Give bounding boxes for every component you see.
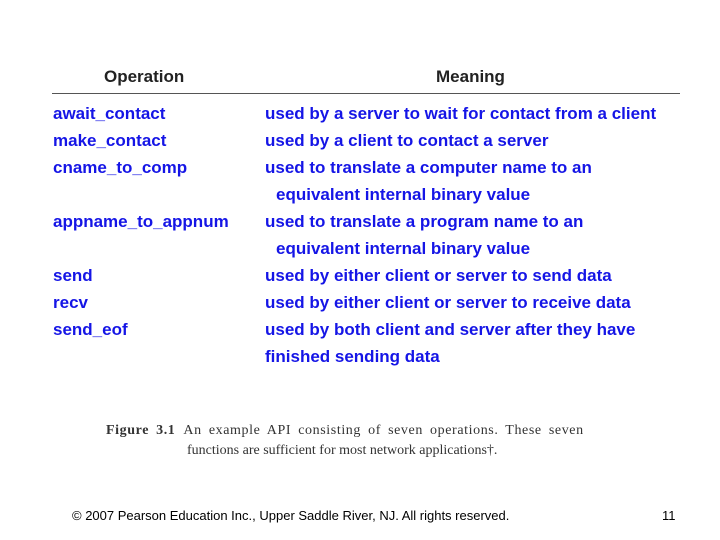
table-row-operation: await_contact [53, 104, 166, 123]
table-row-meaning: used by either client or server to send data [265, 266, 612, 285]
table-row-meaning: used to translate a program name to an [265, 212, 584, 231]
header-rule [52, 93, 680, 94]
table-row-meaning: used by a client to contact a server [265, 131, 549, 150]
copyright-footer: © 2007 Pearson Education Inc., Upper Saddle River, NJ. All rights reserved. [72, 508, 510, 523]
table-row-operation: cname_to_comp [53, 158, 188, 177]
figure-label: Figure 3.1 [106, 423, 176, 438]
caption-line-1 [106, 421, 636, 441]
caption-line-2: functions are sufficient for most network applications†. [187, 443, 498, 458]
meaning-column-header: Meaning [436, 67, 505, 86]
caption-text-1: An example API consisting of seven operations. These seven [183, 423, 584, 438]
table-row-operation: make_contact [53, 131, 167, 150]
table-row-meaning-continued: equivalent internal binary value [276, 239, 531, 258]
table-row-meaning-continued: finished sending data [265, 347, 440, 366]
table-row-meaning: used by a server to wait for contact from a client [265, 104, 657, 123]
table-row-meaning-continued: equivalent internal binary value [276, 185, 531, 204]
table-row-operation: send [53, 266, 93, 285]
table-row-meaning: used by either client or server to receive data [265, 293, 631, 312]
figure-caption [106, 421, 636, 461]
table-row-meaning: used to translate a computer name to an [265, 158, 592, 177]
table-row-meaning: used by both client and server after they have [265, 320, 636, 339]
page-number: 11 [662, 508, 676, 523]
operation-column-header: Operation [104, 67, 185, 86]
table-row-operation: recv [53, 293, 88, 312]
table-row-operation: appname_to_appnum [53, 212, 229, 231]
table-row-operation: send_eof [53, 320, 128, 339]
